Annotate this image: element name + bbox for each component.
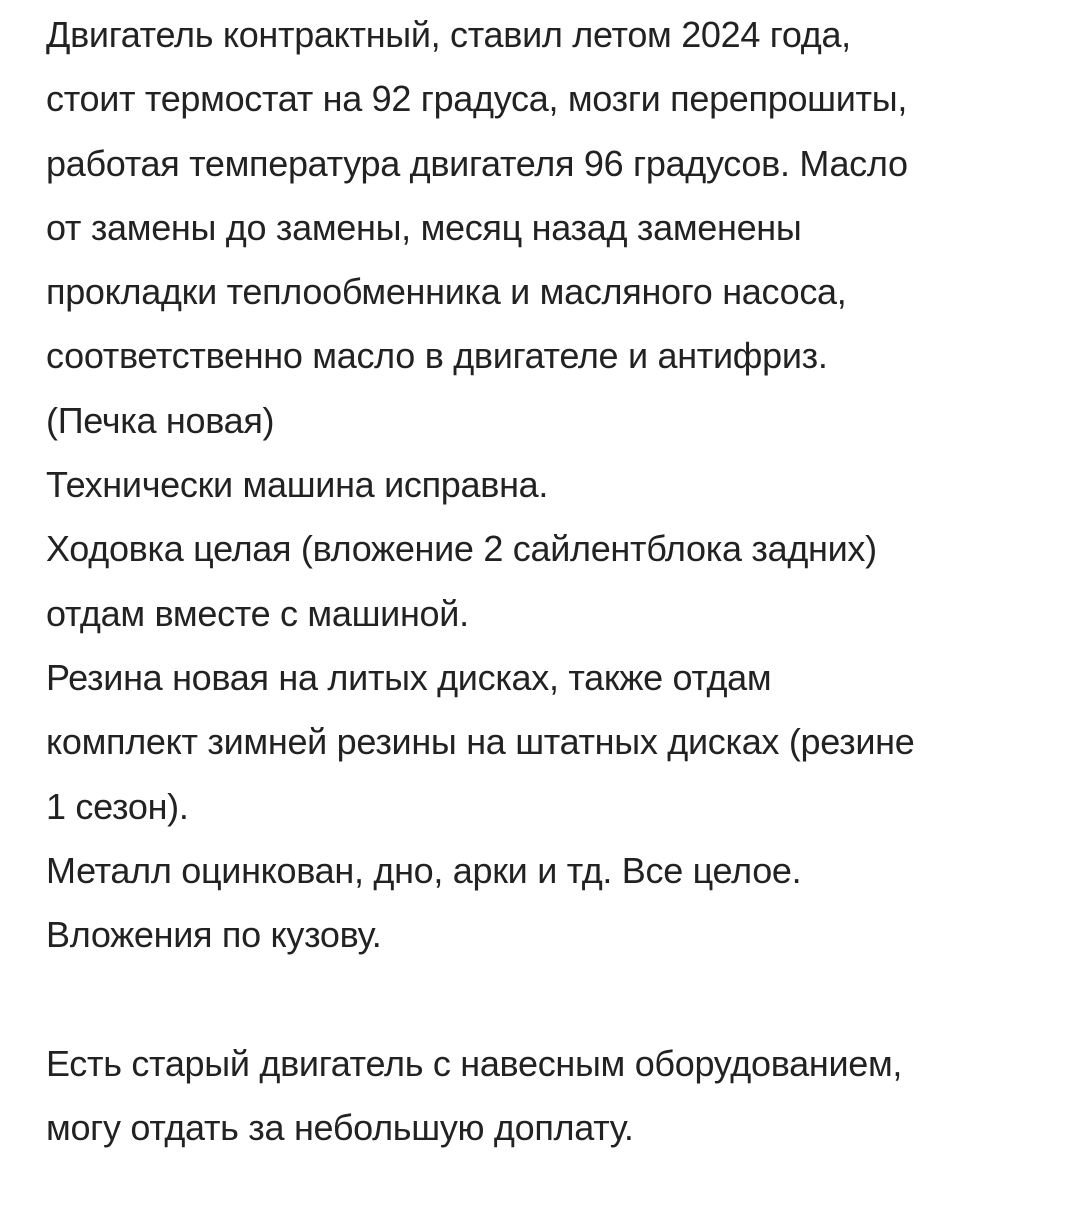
post-text-line: комплект зимней резины на штатных дисках (резине — [46, 721, 915, 763]
post-text-line: прокладки теплообменника и масляного насоса, — [46, 271, 847, 313]
post-text-line: Технически машина исправна. — [46, 464, 549, 506]
post-text-line: работая температура двигателя 96 градусов. Масло — [46, 142, 908, 184]
post-text-line: соответственно масло в двигателе и антифриз. — [46, 335, 828, 377]
post-text-line: отдам вместе с машиной. — [46, 592, 469, 634]
post-text-line: Двигатель контрактный, ставил летом 2024 года, — [46, 14, 851, 55]
post-text-line: Резина новая на литых дисках, также отдам — [46, 656, 772, 698]
post-text-line: 1 сезон). — [46, 785, 189, 827]
post-text-line: стоит термостат на 92 градуса, мозги перепрошиты, — [46, 78, 908, 120]
post-text-line: (Печка новая) — [46, 399, 275, 441]
post-text-line: Есть старый двигатель с навесным оборудованием, — [46, 1042, 903, 1084]
paragraph-break — [46, 967, 1066, 1031]
post-text-line: от замены до замены, месяц назад заменены — [46, 206, 802, 248]
post-text-line: Ходовка целая (вложение 2 сайлентблока задних) — [46, 528, 877, 570]
post-text-line: Вложения по кузову. — [46, 914, 382, 956]
post-text-line: Металл оцинкован, дно, арки и тд. Все целое. — [46, 849, 802, 891]
post-description — [46, 0, 1066, 1160]
post-text-line: могу отдать за небольшую доплату. — [46, 1107, 634, 1149]
